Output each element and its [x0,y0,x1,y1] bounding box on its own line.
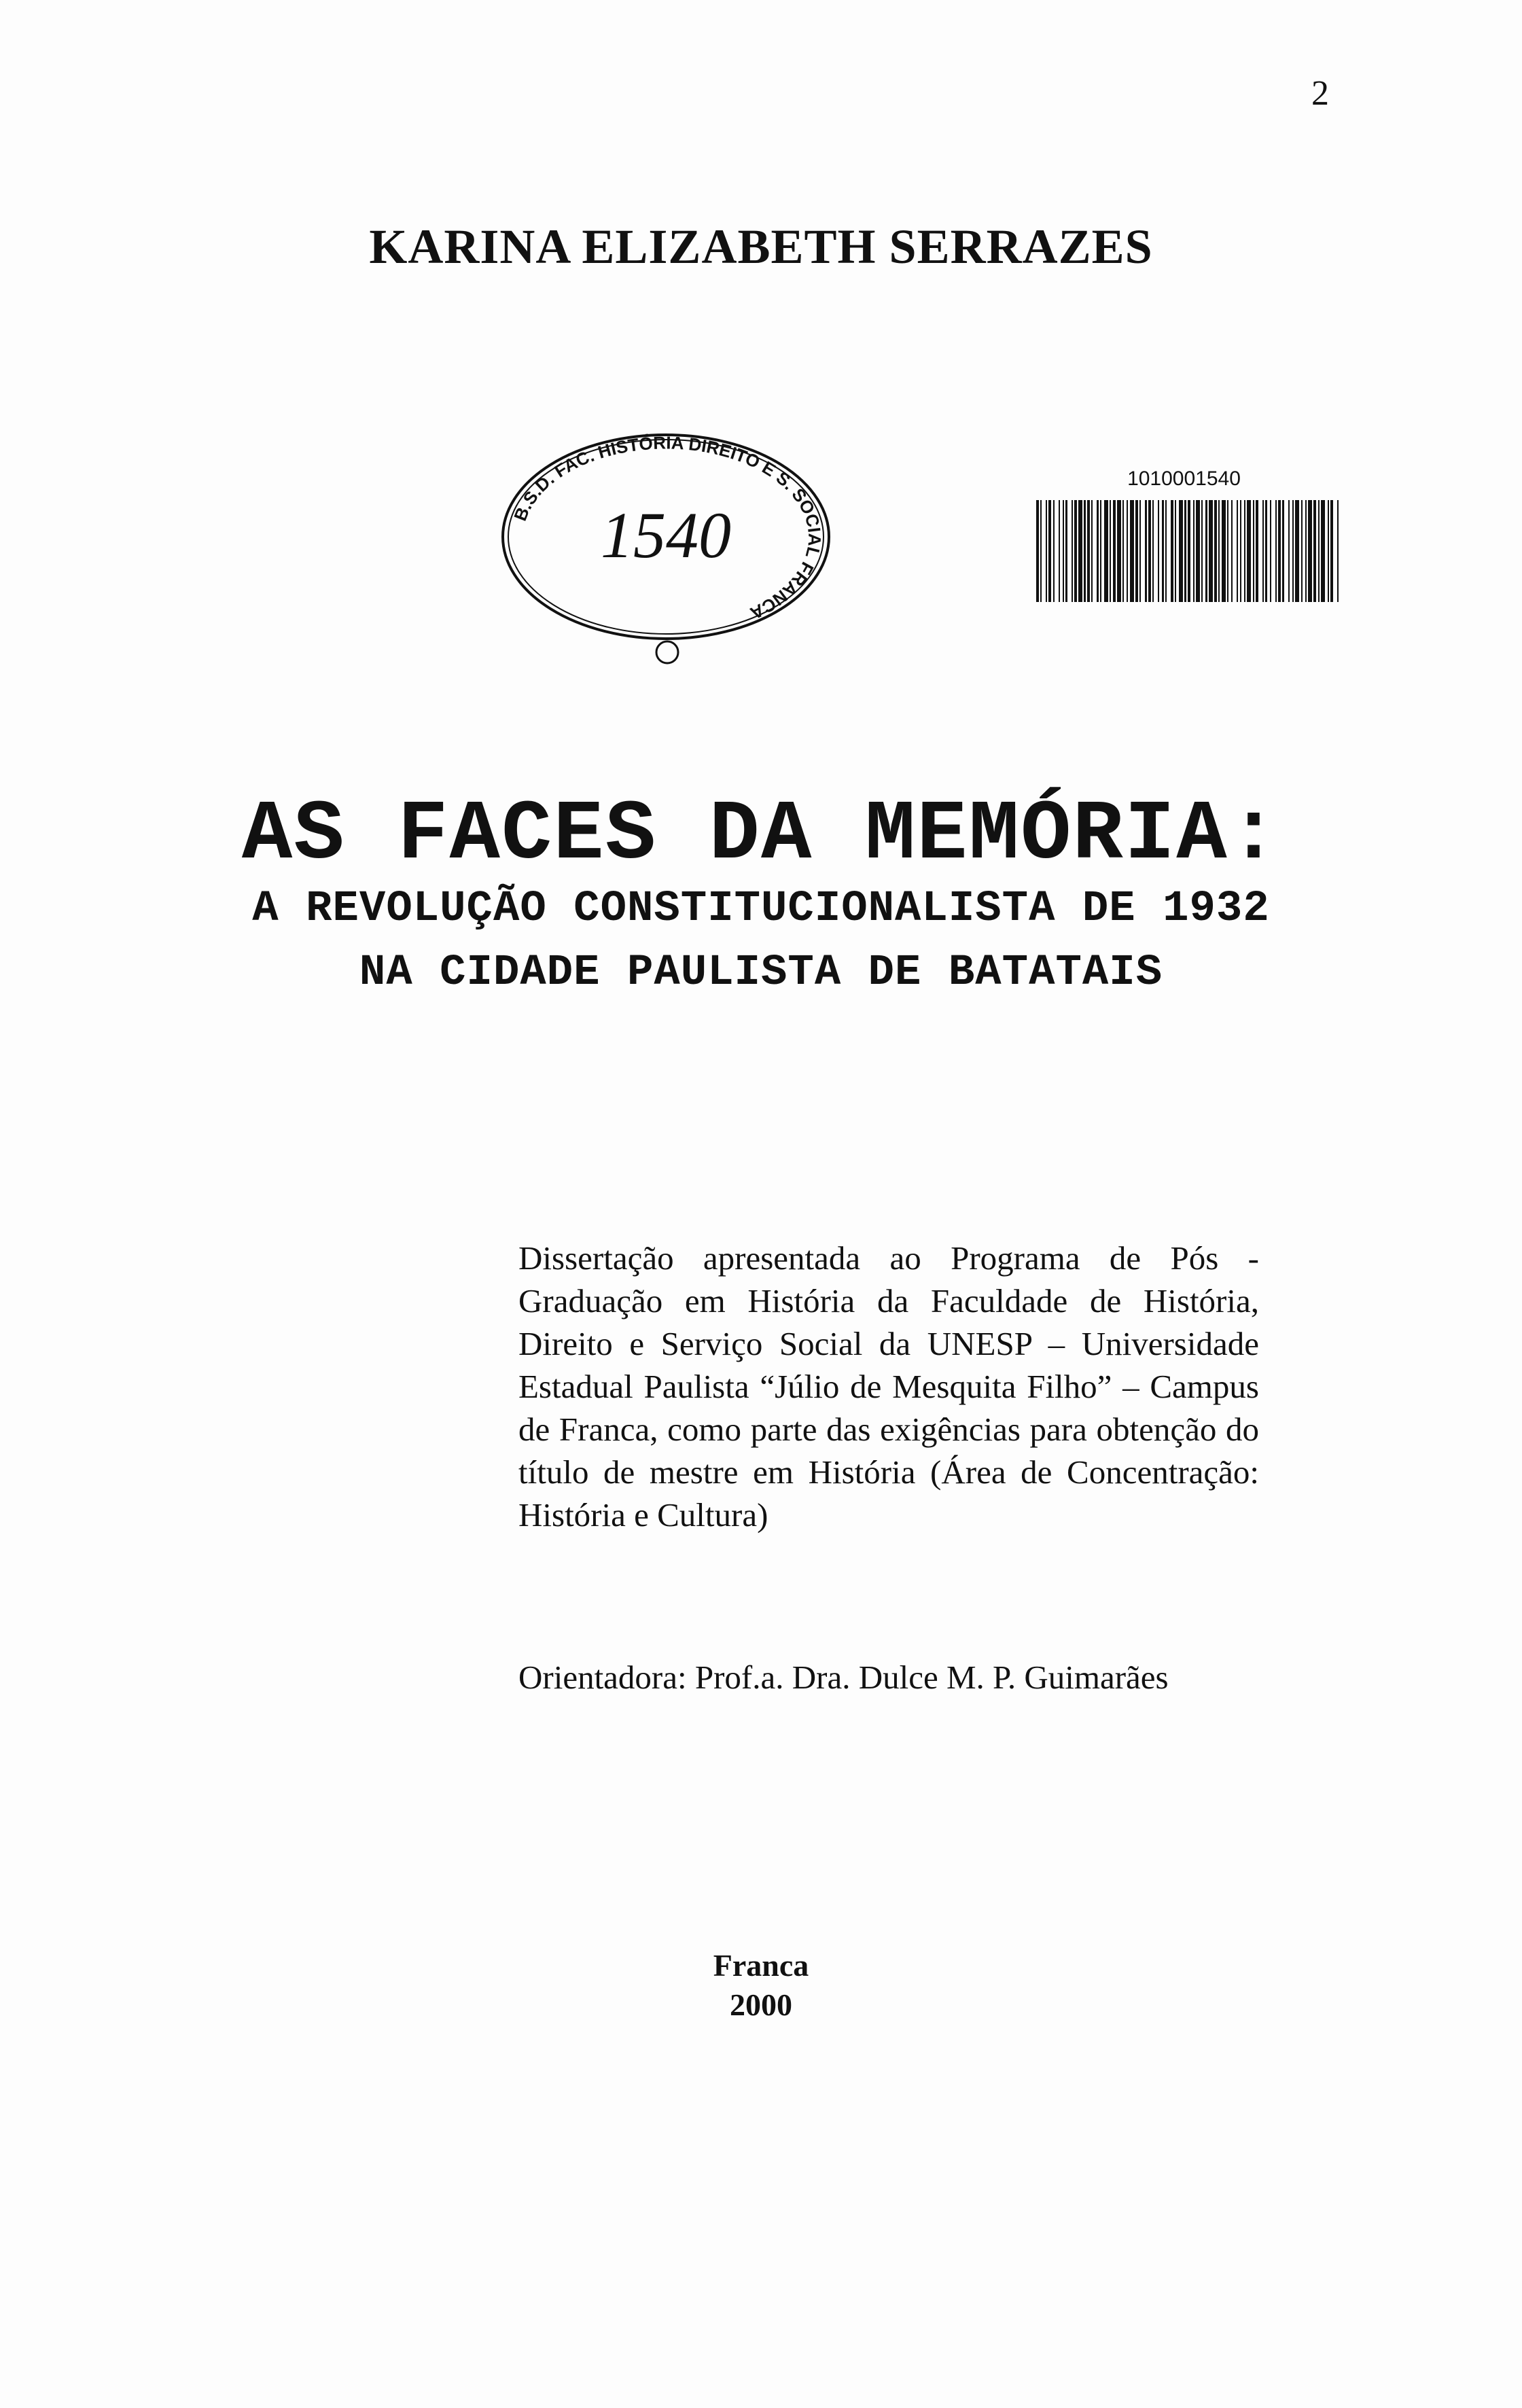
barcode-bar [1117,500,1121,602]
barcode-bar [1152,500,1154,602]
barcode-bar [1188,500,1190,602]
barcode-bar [1240,500,1241,602]
stamp-handwritten-number: 1540 [601,499,731,571]
barcode-bar [1158,500,1159,602]
author-name: KARINA ELIZABETH SERRAZES [369,219,1153,274]
barcode-bar [1222,500,1226,602]
barcode-bar [1244,500,1245,602]
barcode-bar [1256,500,1258,602]
barcode-bar [1162,500,1164,602]
barcode-bar [1175,500,1176,602]
advisor-line: Orientadora: Prof.a. Dra. Dulce M. P. Guimarães [518,1659,1169,1696]
barcode-number: 1010001540 [1127,467,1241,490]
year: 2000 [730,1987,792,2022]
barcode-bar [1247,500,1251,602]
barcode-bar [1318,500,1320,602]
barcode-bar [1231,500,1233,602]
barcode-bar [1145,500,1147,602]
barcode-bar [1139,500,1141,602]
barcode-bar [1321,500,1325,602]
city: Franca [713,1948,809,1983]
barcode-bar [1127,500,1128,602]
barcode-bar [1288,500,1290,602]
stamp-ring-text: B.S.D. FAC. HISTÓRIA DIREITO E S. SOCIAL FRANCA [510,432,826,624]
barcode-bar [1053,500,1055,602]
barcode-bar [1100,500,1101,602]
barcode-bar [1218,500,1220,602]
barcode-bar [1097,500,1099,602]
barcode-bar [1227,500,1228,602]
barcode-bar [1313,500,1316,602]
barcode-bar [1091,500,1093,602]
barcode-bar [1265,500,1267,602]
barcode-block [1036,467,1339,605]
barcode-bar [1072,500,1073,602]
barcode-bar [1148,500,1151,602]
barcode-bar [1295,500,1299,602]
barcode-bar [1135,500,1138,602]
barcode-bar [1262,500,1264,602]
barcode-bar [1209,500,1213,602]
barcode-bar [1305,500,1307,602]
barcode-bar [1184,500,1186,602]
barcode-bar [1179,500,1183,602]
barcode-bar [1201,500,1203,602]
main-title: AS FACES DA MEMÓRIA: [241,788,1281,883]
barcode-bar [1282,500,1284,602]
subtitle-line-1: A REVOLUÇÃO CONSTITUCIONALISTA DE 1932 [252,885,1270,934]
barcode-bar [1040,500,1042,602]
barcode-bar [1196,500,1200,602]
barcode-bar [1292,500,1294,602]
barcode-bar [1214,500,1217,602]
barcode-bar [1337,500,1339,602]
barcode-bar [1059,500,1060,602]
barcode [1036,500,1339,602]
page-number: 2 [1311,74,1329,113]
barcode-bar [1110,500,1111,602]
barcode-bar [1084,500,1086,602]
barcode-bar [1046,500,1047,602]
barcode-bar [1165,500,1167,602]
barcode-bar [1253,500,1254,602]
barcode-bar [1130,500,1134,602]
barcode-bar [1278,500,1281,602]
barcode-bar [1237,500,1238,602]
barcode-bar [1122,500,1124,602]
dissertation-description: Dissertação apresentada ao Programa de Pós - Graduação em História da Faculdade de História, Direito e Serviço Social da UNESP – Universidade Estadual Paulista “Júlio de Mesquita Filho” – Campus de Franca, como parte das exigências para obtenção do título de mestre em História (Área de Concentração: História e Cultura) [518,1239,1259,1534]
barcode-bar [1078,500,1082,602]
barcode-bar [1301,500,1303,602]
barcode-bar [1270,500,1271,602]
barcode-bar [1036,500,1039,602]
barcode-bar [1330,500,1333,602]
barcode-bar [1275,500,1277,602]
barcode-bar [1308,500,1312,602]
barcode-bar [1113,500,1116,602]
barcode-bar [1328,500,1329,602]
subtitle-line-2: NA CIDADE PAULISTA DE BATATAIS [359,949,1163,997]
barcode-bar [1063,500,1064,602]
barcode-bar [1074,500,1077,602]
barcode-bar [1205,500,1207,602]
library-stamp [476,421,856,679]
barcode-bar [1193,500,1194,602]
barcode-bar [1065,500,1067,602]
barcode-bar [1171,500,1173,602]
barcode-bar [1087,500,1090,602]
barcode-bar [1048,500,1051,602]
barcode-bar [1104,500,1108,602]
